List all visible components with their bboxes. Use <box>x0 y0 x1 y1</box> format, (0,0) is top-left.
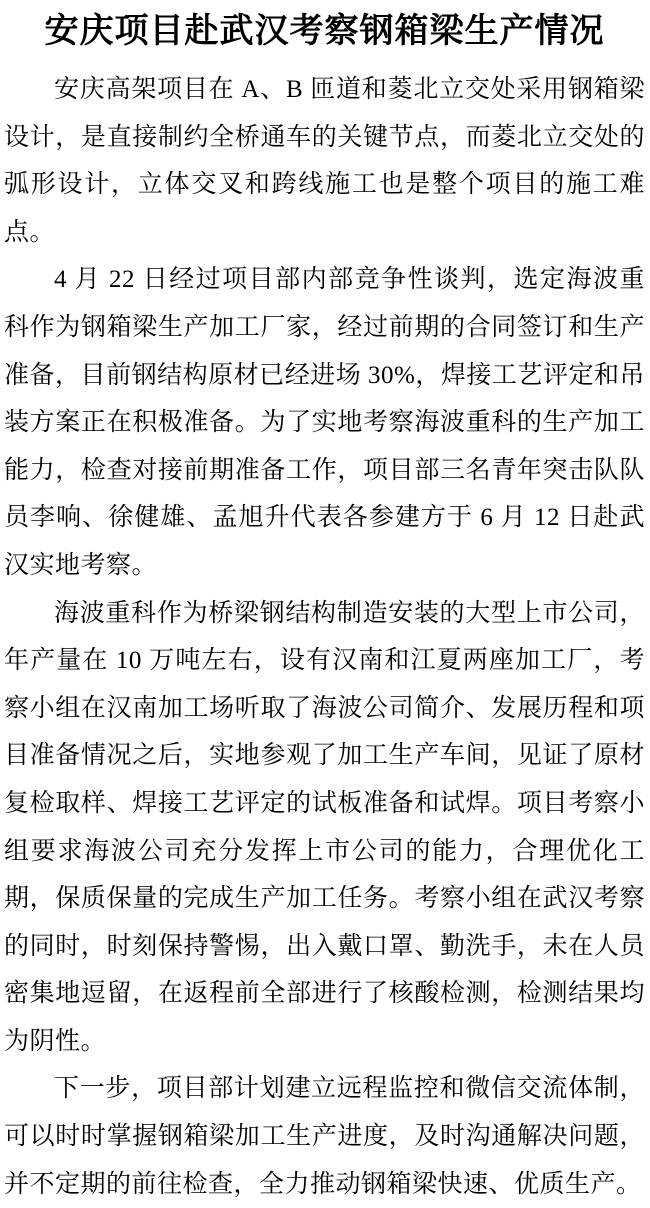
document-title: 安庆项目赴武汉考察钢箱梁生产情况 <box>44 13 605 50</box>
document-body <box>4 66 645 1208</box>
paragraph-next-steps: 下一步，项目部计划建立远程监控和微信交流体制，可以时时掌握钢箱梁加工生产进度，及时沟通解决问题，并不定期的前往检查，全力推动钢箱梁快速、优质生产。 <box>4 1075 645 1198</box>
paragraph-selection-and-trip: 4 月 22 日经过项目部内部竞争性谈判，选定海波重科作为钢箱梁生产加工厂家，经过前期的合同签订和生产准备，目前钢结构原材已经进场 30%，焊接工艺评定和吊装方案正在积极准备。为了实地考察海波重科的生产加工能力，检查对接前期准备工作，项目部三名青年突击队队员李响、徐健雄、孟旭升代表各参建方于 6 月 12 日赴武汉实地考察。 <box>4 266 645 579</box>
paragraph-intro: 安庆高架项目在 A、B 匝道和菱北立交处采用钢箱梁设计，是直接制约全桥通车的关键节点，而菱北立交处的弧形设计，立体交叉和跨线施工也是整个项目的施工难点。 <box>4 76 645 246</box>
paragraph-inspection-details: 海波重科作为桥梁钢结构制造安装的大型上市公司，年产量在 10 万吨左右，设有汉南和江夏两座加工厂，考察小组在汉南加工场听取了海波公司简介、发展历程和项目准备情况之后，实地参观了加工生产车间，见证了原材复检取样、焊接工艺评定的试板准备和试焊。项目考察小组要求海波公司充分发挥上市公司的能力，合理优化工期，保质保量的完成生产加工任务。考察小组在武汉考察的同时，时刻保持警惕，出入戴口罩、勤洗手，未在人员密集地逗留，在返程前全部进行了核酸检测，检测结果均为阴性。 <box>4 599 645 1055</box>
